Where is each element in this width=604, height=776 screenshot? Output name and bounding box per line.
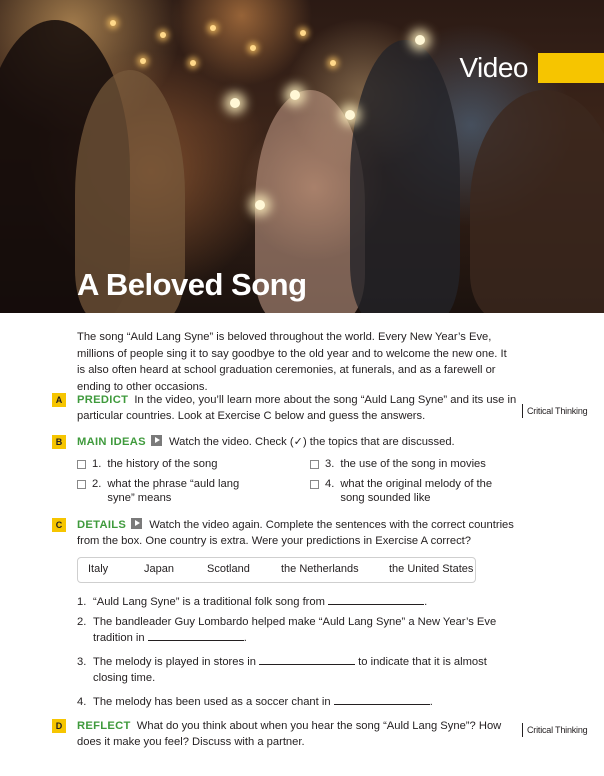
item-text: the use of the song in movies <box>340 458 486 470</box>
sparkler-5 <box>415 35 425 45</box>
item-number: 4. <box>325 478 335 490</box>
word-box-item: Italy <box>88 563 109 575</box>
word-box <box>77 557 476 583</box>
answer-blank[interactable] <box>259 654 355 665</box>
play-icon <box>151 435 162 446</box>
item-number: 3. <box>325 458 335 470</box>
sentence-number: 3. <box>77 656 87 668</box>
item-text: the history of the song <box>107 458 218 470</box>
sentence-text: “Auld Lang Syne” is a traditional folk song from <box>93 596 325 608</box>
string-light <box>210 25 216 31</box>
section-d <box>52 718 522 750</box>
string-light <box>250 45 256 51</box>
checklist-item <box>310 477 520 505</box>
answer-blank[interactable] <box>148 630 244 641</box>
answer-blank[interactable] <box>334 694 430 705</box>
video-tag <box>459 52 604 84</box>
sentence-number: 1. <box>77 596 87 608</box>
word-box-item: Scotland <box>207 563 250 575</box>
section-c <box>52 517 522 549</box>
string-light <box>190 60 196 66</box>
sentence-end: . <box>424 596 428 608</box>
item-text: what the phrase “auld lang syne” means <box>107 478 240 504</box>
item-number: 1. <box>92 458 102 470</box>
checkbox[interactable] <box>77 460 86 469</box>
sparkler-3 <box>255 200 265 210</box>
sentence-number: 4. <box>77 696 87 708</box>
sentence-end: . <box>429 696 433 708</box>
section-label: DETAILS <box>77 519 127 531</box>
sentence-end: to indicate that it is almost closing time. <box>93 656 487 684</box>
section-label: MAIN IDEAS <box>77 436 146 448</box>
video-tag-label: Video <box>459 52 528 83</box>
section-letter: A <box>52 393 66 407</box>
checkbox[interactable] <box>77 480 86 489</box>
section-text: In the video, you’ll learn more about the song “Auld Lang Syne” and its use in particular countries. Look at Exercise C below and guess the answers. <box>77 394 517 422</box>
intro-paragraph: The song “Auld Lang Syne” is beloved throughout the world. Every New Year’s Eve, millions of people sing it to say goodbye to the old year and to welcome the new one. It is also often heard at school graduation ceremonies, at funerals, and as a farewell or ending to other occasions. <box>77 331 507 393</box>
answer-blank[interactable] <box>328 594 424 605</box>
sparkler-4 <box>345 110 355 120</box>
sentence <box>77 654 517 686</box>
checkbox[interactable] <box>310 480 319 489</box>
section-label: PREDICT <box>77 394 129 406</box>
section-b <box>52 434 522 450</box>
string-light <box>110 20 116 26</box>
sentence <box>77 594 517 610</box>
sentence-text: The melody is played in stores in <box>93 656 256 668</box>
section-a <box>52 392 522 424</box>
section-text: Watch the video again. Complete the sentences with the correct countries from the box. One country is extra. Were your predictions in Exercise A correct? <box>77 519 514 547</box>
item-number: 2. <box>92 478 102 490</box>
sentence-end: . <box>243 632 247 644</box>
string-light <box>300 30 306 36</box>
string-light <box>160 32 166 38</box>
section-letter: D <box>52 719 66 733</box>
word-box-item: Japan <box>144 563 174 575</box>
critical-thinking-tag: Critical Thinking <box>522 723 587 737</box>
page-title: A Beloved Song <box>77 267 307 302</box>
sparkler-1 <box>230 98 240 108</box>
string-light <box>140 58 146 64</box>
sparkler-2 <box>290 90 300 100</box>
video-tag-bar <box>538 53 604 83</box>
hero-photo <box>0 0 604 313</box>
string-light <box>330 60 336 66</box>
section-letter: C <box>52 518 66 532</box>
checkbox[interactable] <box>310 460 319 469</box>
sentence <box>77 614 517 646</box>
section-letter: B <box>52 435 66 449</box>
sentence-text: The bandleader Guy Lombardo helped make “Auld Lang Syne” a New Year’s Eve tradition in <box>93 616 497 644</box>
person-man <box>350 40 460 313</box>
section-label: REFLECT <box>77 720 131 732</box>
section-text: Watch the video. Check (✓) the topics that are discussed. <box>169 436 455 448</box>
sentence-text: The melody has been used as a soccer chant in <box>93 696 331 708</box>
section-text: What do you think about when you hear the song “Auld Lang Syne”? How does it make you feel? Discuss with a partner. <box>77 720 502 748</box>
checklist-item <box>77 477 277 505</box>
word-box-item: the United States <box>389 563 474 575</box>
item-text: what the original melody of the song sounded like <box>340 478 493 504</box>
sentence <box>77 694 517 710</box>
sentence-number: 2. <box>77 616 87 628</box>
word-box-item: the Netherlands <box>281 563 359 575</box>
person-right <box>470 90 604 313</box>
play-icon <box>131 518 142 529</box>
checklist-item <box>77 457 277 471</box>
checklist-item <box>310 457 520 471</box>
critical-thinking-tag: Critical Thinking <box>522 404 587 418</box>
